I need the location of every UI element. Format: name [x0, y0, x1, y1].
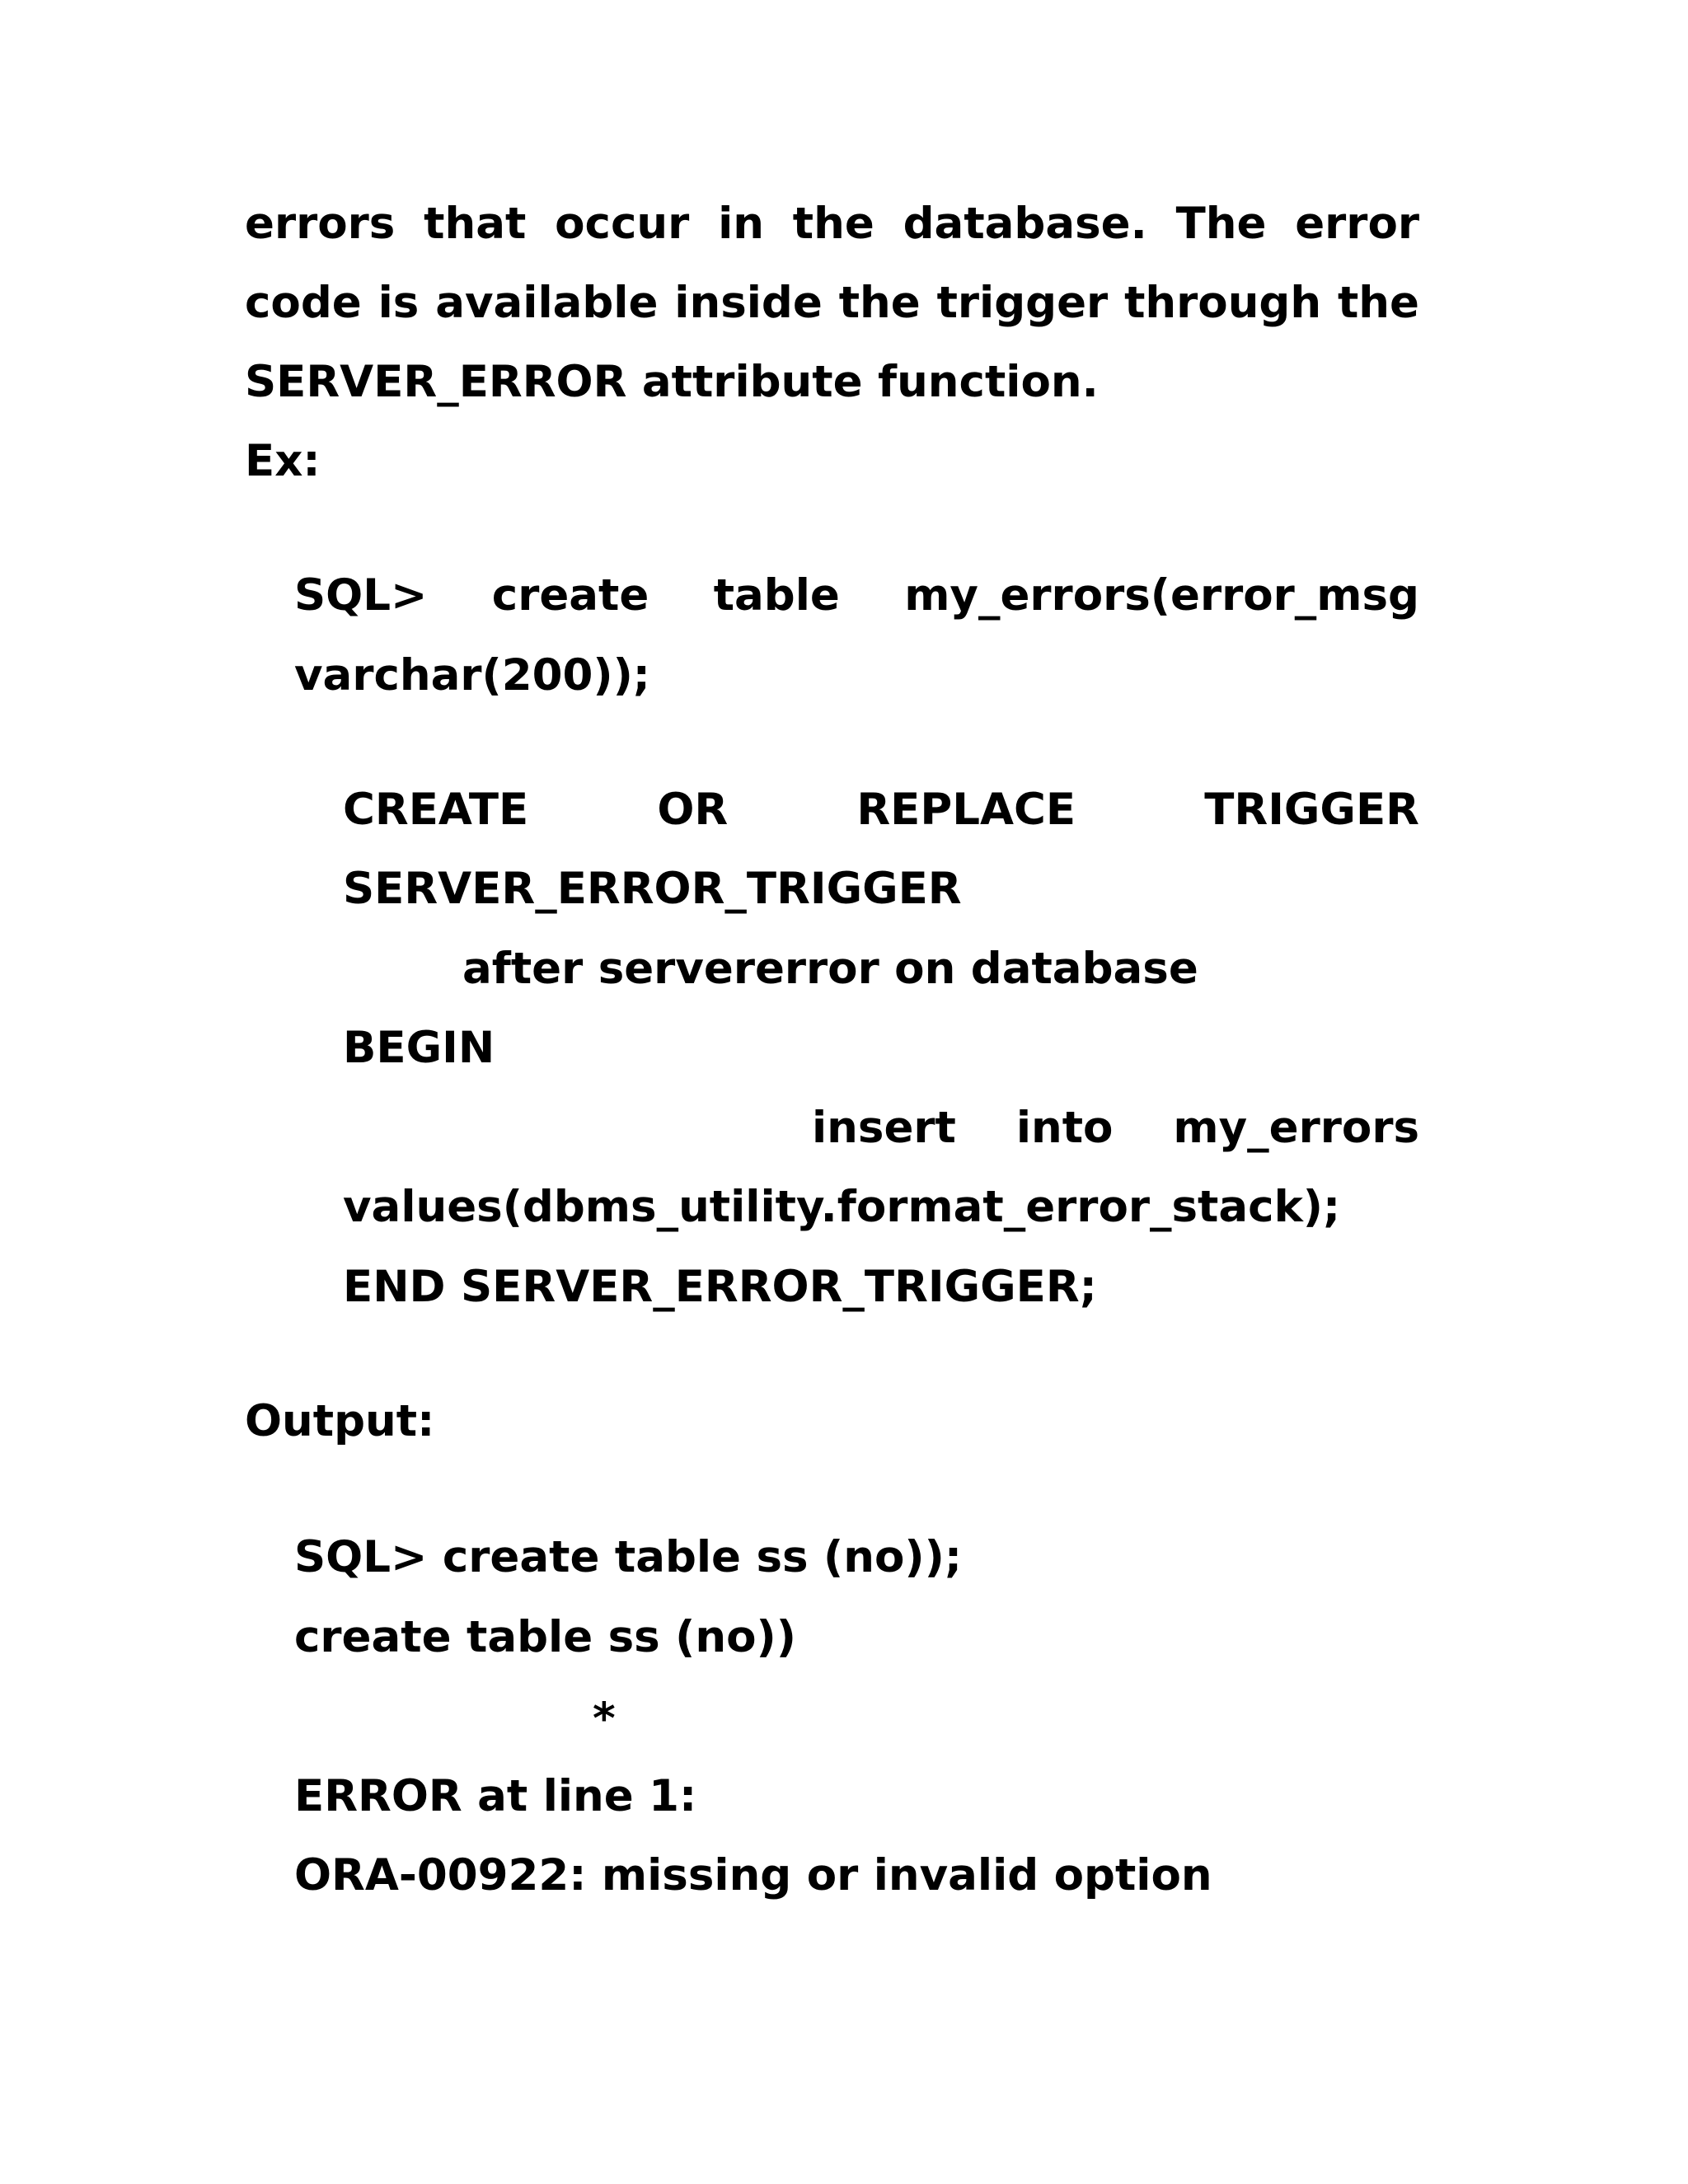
code-token: TRIGGER: [1204, 785, 1419, 835]
trigger-line-1: [343, 785, 1419, 835]
output-label: Output:: [245, 1396, 435, 1446]
code-token: OR: [657, 785, 729, 835]
code-token: into: [1015, 1103, 1114, 1153]
word: errors: [245, 199, 396, 249]
trigger-line-6: values(dbms_utility.format_error_stack);: [343, 1182, 1341, 1232]
create-table-line-1: [294, 571, 1419, 621]
output-line-4: ERROR at line 1:: [294, 1771, 697, 1821]
word: The: [1175, 199, 1267, 249]
word: occur: [555, 199, 690, 249]
output-line-5: ORA-00922: missing or invalid option: [294, 1850, 1212, 1900]
trigger-line-2: SERVER_ERROR_TRIGGER: [343, 864, 962, 914]
code-token: my_errors(error_msg: [904, 570, 1419, 621]
code-token: create: [491, 570, 649, 621]
code-token: my_errors: [1173, 1103, 1419, 1153]
code-token: CREATE: [343, 785, 529, 835]
word: in: [718, 199, 764, 249]
paragraph-line-1: [245, 199, 1419, 249]
word: that: [424, 199, 527, 249]
output-line-1: SQL> create table ss (no));: [294, 1532, 963, 1582]
example-label: Ex:: [245, 436, 321, 486]
word: database.: [903, 199, 1147, 249]
word: the: [792, 199, 874, 249]
word: error: [1295, 199, 1419, 249]
code-token: REPLACE: [856, 785, 1076, 835]
trigger-line-5: [812, 1104, 1419, 1153]
output-error-pointer: *: [593, 1694, 616, 1744]
code-token: table: [713, 570, 840, 621]
trigger-line-4: BEGIN: [343, 1023, 495, 1073]
paragraph-line-2: code is available inside the trigger through the: [245, 278, 1419, 328]
code-token: SQL>: [294, 570, 428, 621]
paragraph-line-3: SERVER_ERROR attribute function.: [245, 357, 1099, 407]
create-table-line-2: varchar(200));: [294, 650, 650, 701]
code-token: insert: [812, 1103, 956, 1153]
output-line-2: create table ss (no)): [294, 1612, 796, 1662]
trigger-line-3: after servererror on database: [462, 944, 1198, 994]
trigger-line-7: END SERVER_ERROR_TRIGGER;: [343, 1262, 1097, 1312]
